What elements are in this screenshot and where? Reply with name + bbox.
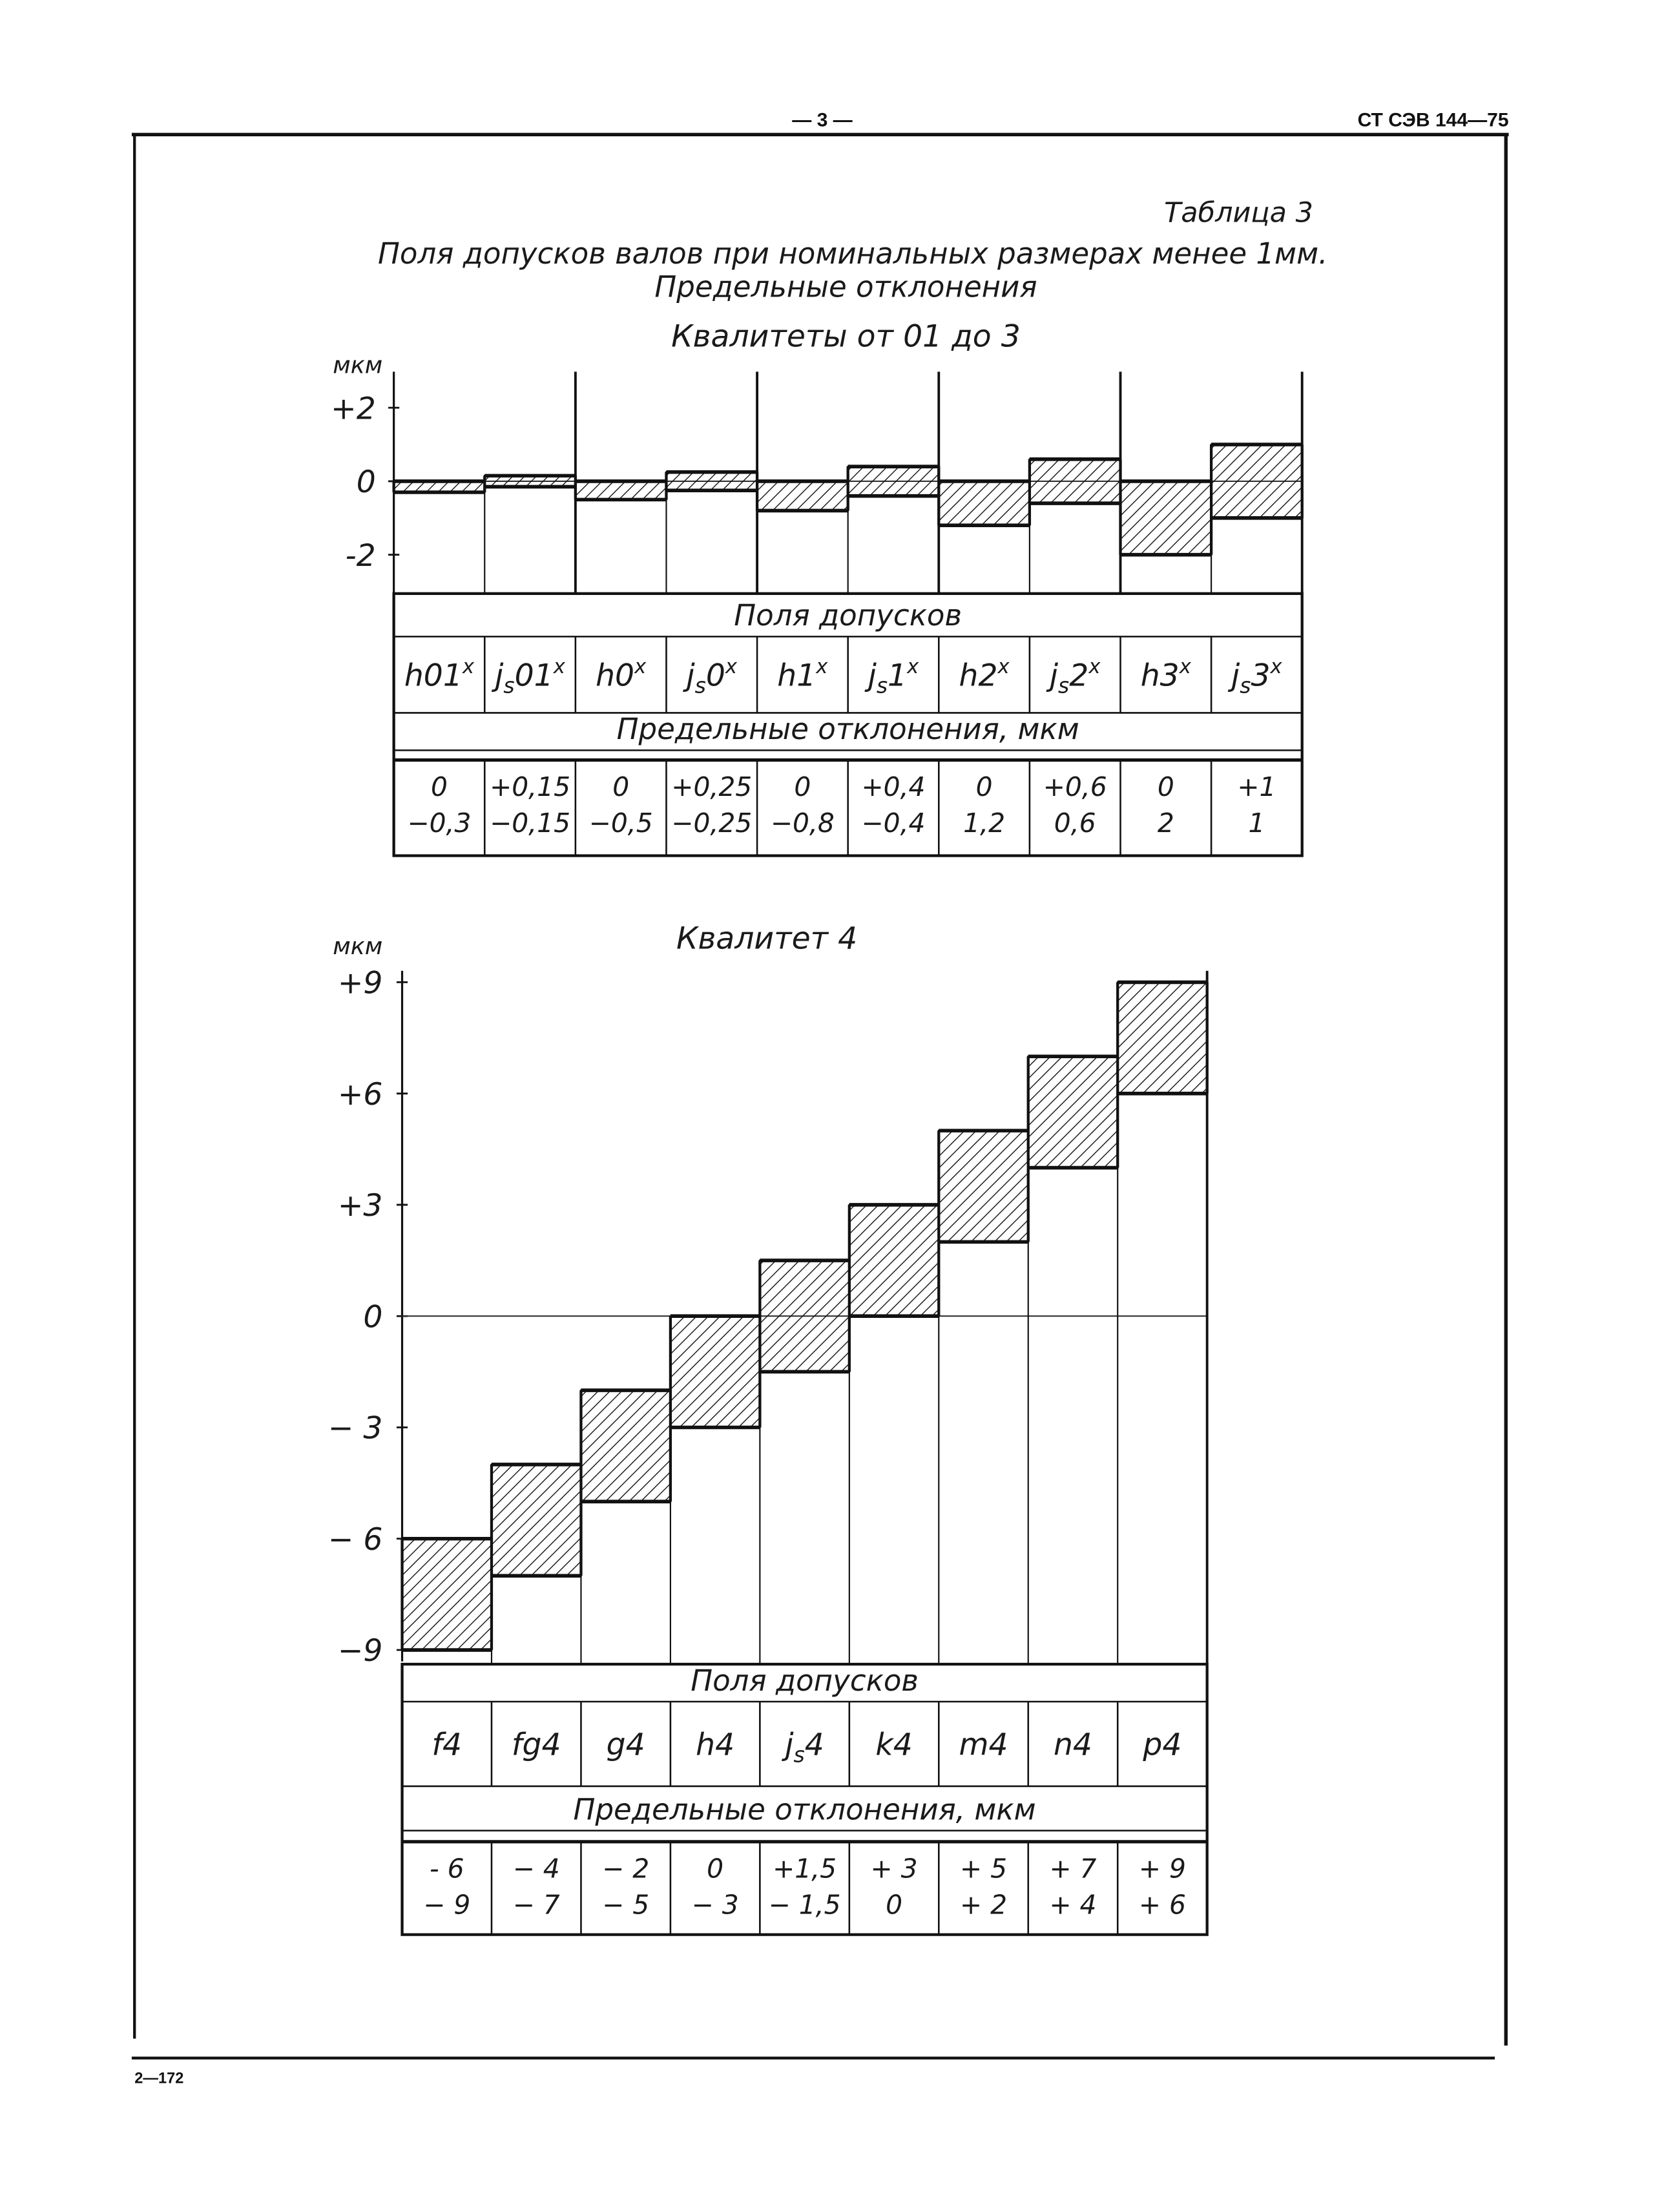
upper-deviation-value: +0,4 [861, 771, 926, 803]
field-label: $j_s01^x$ [495, 656, 565, 698]
upper-deviation-value: + 5 [959, 1853, 1008, 1884]
tolerance-bar [671, 1316, 760, 1427]
lower-deviation-value: −0,5 [588, 808, 653, 839]
upper-deviation-value: − 2 [602, 1853, 650, 1884]
chart-title: Квалитеты от 01 до 3 [671, 318, 1021, 355]
field-label: h0$^x$ [596, 656, 647, 694]
y-tick-label: 0 [356, 464, 376, 501]
y-tick-label: +2 [331, 391, 376, 427]
tolerance-bar [402, 1539, 492, 1650]
tolerance-bar [848, 466, 939, 496]
tolerance-bar [1030, 459, 1121, 503]
y-tick-label: +9 [337, 965, 383, 1001]
tolerance-bar [760, 1260, 849, 1372]
upper-deviation-value: 0 [975, 771, 993, 803]
field-label: $j_s2^x$ [1049, 656, 1101, 698]
upper-deviation-value: +0,6 [1043, 771, 1107, 803]
chart-grades-01-to-3 [331, 319, 1302, 856]
tolerance-bar [1211, 444, 1302, 518]
field-label: $j_s4$ [785, 1727, 824, 1768]
tolerance-bar [1121, 481, 1212, 555]
tolerance-bar [757, 481, 848, 511]
upper-deviation-value: + 9 [1138, 1853, 1186, 1884]
tolerance-bar [939, 481, 1030, 525]
upper-deviation-value: - 6 [429, 1853, 464, 1884]
tolerance-bar [492, 1465, 581, 1576]
page-number: — 3 — [792, 109, 853, 131]
lower-deviation-value: −0,25 [671, 808, 753, 839]
upper-deviation-value: +1 [1237, 771, 1276, 803]
y-axis-unit-label: мкм [333, 932, 383, 960]
lower-deviation-value: − 1,5 [768, 1889, 841, 1921]
field-label: h3$^x$ [1140, 656, 1191, 694]
lower-deviation-value: 0,6 [1054, 808, 1096, 839]
field-label: $j_s0^x$ [686, 656, 738, 698]
lower-deviation-value: − 3 [691, 1889, 739, 1921]
lower-deviation-value: −0,8 [770, 808, 835, 839]
upper-deviation-value: 0 [430, 771, 448, 803]
lower-deviation-value: − 5 [602, 1889, 650, 1921]
table-title: Поля допусков валов при номинальных размерах менее 1мм. [377, 236, 1328, 271]
lower-deviation-value: 1,2 [963, 808, 1006, 839]
upper-deviation-value: +1,5 [773, 1853, 837, 1884]
lower-deviation-value: −0,3 [407, 808, 472, 839]
field-label: n4 [1053, 1727, 1092, 1763]
y-axis-unit-label: мкм [333, 351, 383, 379]
table-subtitle: Предельные отклонения [654, 269, 1037, 304]
tolerance-bar [666, 472, 757, 490]
y-tick-label: +6 [337, 1076, 383, 1112]
lower-deviation-value: + 4 [1049, 1889, 1097, 1921]
upper-deviation-value: 0 [794, 771, 811, 803]
y-tick-label: +3 [337, 1188, 383, 1224]
tolerance-bar [1118, 982, 1207, 1093]
lower-deviation-value: + 6 [1138, 1889, 1186, 1921]
upper-deviation-value: 0 [1157, 771, 1174, 803]
chart-grade-4 [328, 921, 1207, 1934]
upper-deviation-value: 0 [707, 1853, 724, 1884]
y-tick-label: − 3 [328, 1410, 383, 1446]
lower-deviation-value: −0,4 [861, 808, 926, 839]
lower-deviation-value: − 9 [423, 1889, 471, 1921]
field-label: h2$^x$ [959, 656, 1010, 694]
upper-deviation-value: + 3 [870, 1853, 918, 1884]
lower-deviation-value: + 2 [959, 1889, 1008, 1921]
field-label: h1$^x$ [777, 656, 828, 694]
deviations-header: Предельные отклонения, мкм [616, 712, 1079, 747]
field-label: p4 [1143, 1727, 1182, 1763]
field-label: g4 [606, 1727, 645, 1763]
upper-deviation-value: +0,15 [490, 771, 571, 803]
upper-deviation-value: − 4 [512, 1853, 560, 1884]
lower-deviation-value: 0 [886, 1889, 903, 1921]
tolerance-bar [1028, 1056, 1118, 1167]
field-label: h01$^x$ [404, 656, 475, 694]
standard-designation: СТ СЭВ 144—75 [1357, 109, 1509, 131]
upper-deviation-value: 0 [612, 771, 630, 803]
lower-deviation-value: −0,15 [490, 808, 571, 839]
tolerance-bar [939, 1131, 1028, 1242]
tolerance-bar [581, 1390, 670, 1501]
deviations-header: Предельные отклонения, мкм [573, 1792, 1036, 1827]
upper-deviation-value: +0,25 [671, 771, 753, 803]
y-tick-label: −9 [337, 1633, 383, 1669]
field-label: $j_s3^x$ [1231, 656, 1282, 698]
field-label: fg4 [511, 1727, 561, 1763]
field-label: m4 [959, 1727, 1008, 1763]
field-label: $j_s1^x$ [868, 656, 919, 698]
table-label: Таблица 3 [1164, 196, 1313, 229]
y-tick-label: − 6 [328, 1521, 383, 1558]
lower-deviation-value: − 7 [512, 1889, 560, 1921]
field-label: f4 [432, 1727, 463, 1763]
footer-code: 2—172 [134, 2070, 184, 2087]
field-label: k4 [875, 1727, 913, 1763]
field-label: h4 [696, 1727, 735, 1763]
lower-deviation-value: 2 [1157, 808, 1174, 839]
fields-header: Поля допусков [734, 598, 962, 633]
tolerance-bar [849, 1205, 939, 1316]
tolerance-bar [576, 481, 667, 499]
fields-header: Поля допусков [691, 1663, 919, 1698]
upper-deviation-value: + 7 [1049, 1853, 1097, 1884]
y-tick-label: 0 [363, 1299, 383, 1335]
chart-title: Квалитет 4 [676, 921, 858, 957]
y-tick-label: -2 [345, 537, 376, 574]
lower-deviation-value: 1 [1248, 808, 1265, 839]
